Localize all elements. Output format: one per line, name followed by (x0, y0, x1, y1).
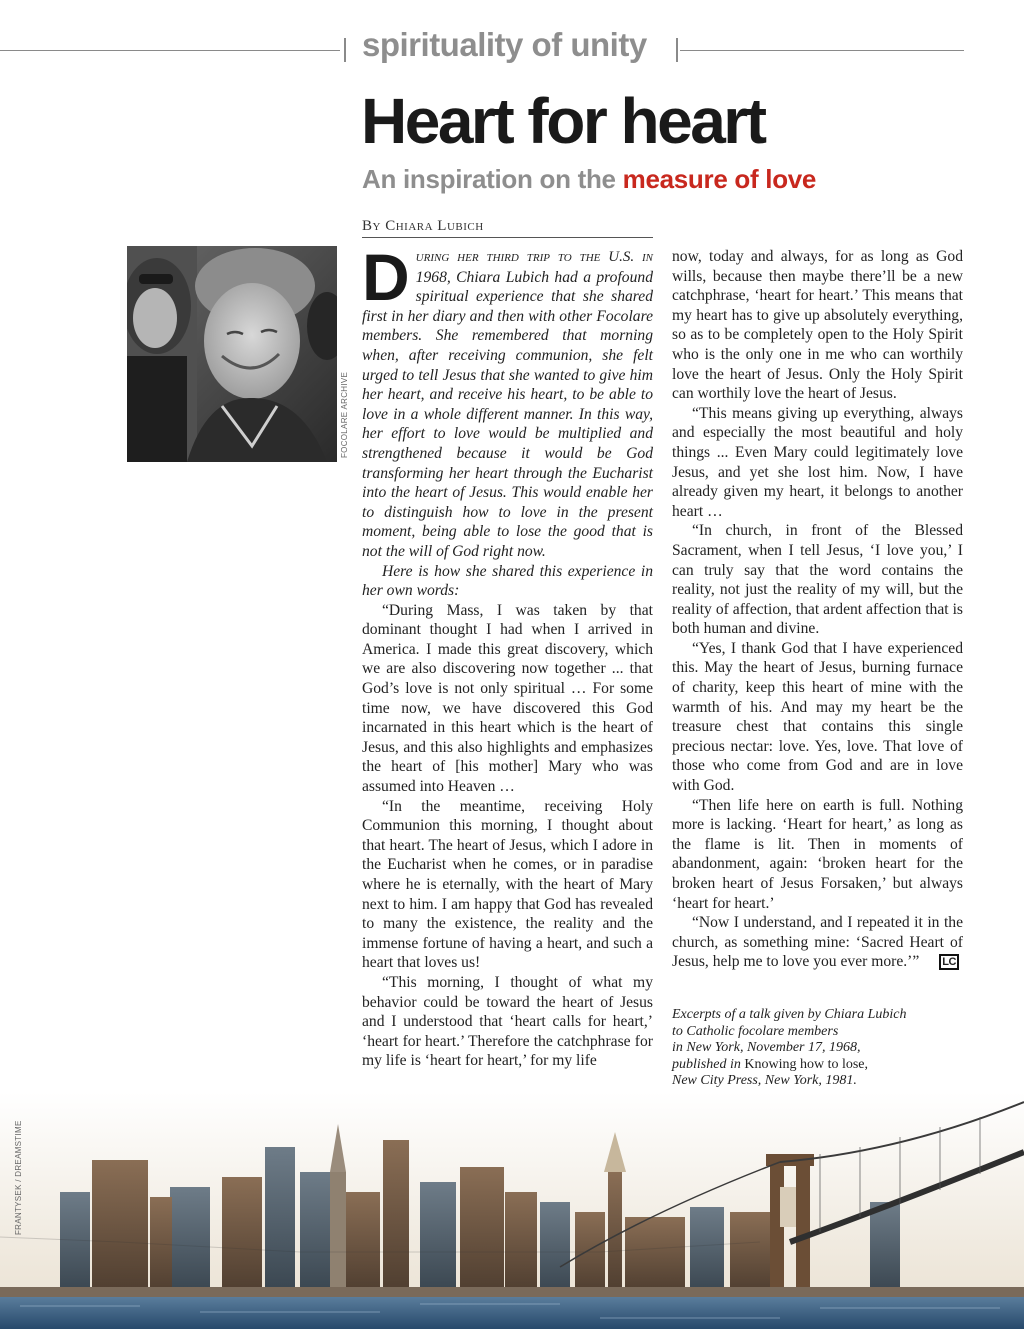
body-paragraph: “During Mass, I was taken by that dominant thought I had when I arrived in America. I made this great discovery, which we are also discovering now together ... that God’s love is not only spiritual … For some time now, we have discovered this God incarnated in this heart which is the heart of Jesus, and this also highlights and emphasizes the heart of [his mother] Mary who was assumed into Heaven … (362, 601, 653, 796)
body-paragraph: “Then life here on earth is full. Nothing more is lacking. ‘Heart for heart,’ as long as the flame is lit. Then in moments of abandonment, again: ‘broken heart for the broken heart of Jesus Forsaken,’ but always ‘heart for heart.’ (672, 796, 963, 912)
body-paragraph: now, today and always, for as long as God wills, because then maybe there’ll be a new catchphrase, ‘heart for heart.’ This means that my heart has to give up absolutely everything, so as to be completely open to the Holy Spirit who is the only one in me who can worthily love the heart of Jesus. Only the Holy Spirit can worthily love the heart of Jesus. (672, 248, 963, 403)
body-paragraph: “In the meantime, receiving Holy Communion this morning, I thought about that heart. The heart of Jesus, which I adore in the Eucharist when he comes, or in paradise where he is eternally, with the heart of Mary next to him. I am happy that God has revealed to many the existence, the reality and the immense fortune of having a heart, and such a heart that loves us! (362, 797, 653, 972)
article-title: Heart for heart (361, 85, 765, 157)
skyline-graphic (0, 1092, 1024, 1329)
photo-credit: FOCOLARE ARCHIVE (340, 371, 349, 458)
end-mark-logo: LC (939, 954, 959, 970)
skyline-photo (0, 1092, 1024, 1329)
portrait-photo-graphic (127, 246, 337, 462)
article-column-1 (362, 240, 653, 1071)
intro-smallcaps: uring her third trip to the U.S. in (415, 249, 653, 265)
header-rule-left (0, 50, 340, 51)
subtitle-part1: An inspiration on the (362, 164, 623, 194)
body-paragraph: “This morning, I thought of what my behavior could be toward the heart of Jesus and I understood that ‘heart calls for heart,’ ‘heart for heart.’ Therefore the catchphrase for my life is ‘heart for heart,’ for my life (362, 973, 653, 1070)
article-column-2 (672, 247, 963, 972)
article-subtitle (362, 164, 816, 195)
byline-prefix: By (362, 218, 386, 234)
source-line: New City Press, New York, 1981. (672, 1073, 857, 1088)
final-text: “Now I understand, and I repeated it in the church, as something mine: ‘Sacred Heart of Jesus, help me to love you ever more.’” (672, 914, 963, 971)
header-tick-right (676, 38, 678, 62)
byline-author: Chiara Lubich (385, 218, 484, 234)
body-paragraph: “In church, in front of the Blessed Sacrament, when I tell Jesus, ‘I love you,’ I can truly say that the word contains the reality, not just the reality of my will, but the reality of affection, that ardent affection that is both human and divine. (672, 522, 963, 638)
subtitle-highlight: measure of love (622, 164, 817, 194)
source-book-title: Knowing how to lose, (740, 1056, 869, 1072)
source-line: in New York, November 17, 1968, (672, 1040, 861, 1055)
drop-cap: D (362, 240, 410, 314)
body-paragraph-final (672, 913, 963, 972)
header-tick-left (344, 38, 346, 62)
intro-paragraph-2: Here is how she shared this experience in her own words: (362, 562, 653, 600)
source-note (672, 1007, 963, 1090)
intro-paragraph (362, 240, 653, 562)
body-paragraph: “This means giving up everything, always and especially the most beautiful and holy things ... Even Mary could legitimately love Jesus, and yet she lost him. Now, I have already given my heart, it belongs to another heart … (672, 404, 963, 520)
intro-text: 1968, Chiara Lubich had a profound spiritual experience that she shared first in her diary and then with other Focolare members. She remembered that morning when, after receiving communion, she felt urged to tell Jesus that she wanted to give him her heart, and receive his heart, to be able to love in a whole different manner. In this way, her effort to love would be multiplied and strengthened because it would be God transforming her heart through the Eucharist into the heart of Jesus. This would enable her to distinguish how to love in the present moment, being able to lose the good that is not the will of God right now. (362, 268, 653, 560)
skyline-credit: FRANTYSEK / DREAMSTIME (14, 1120, 23, 1235)
section-label: spirituality of unity (362, 26, 647, 63)
source-published-in: published in (672, 1056, 741, 1072)
source-line (672, 1057, 963, 1074)
source-line: to Catholic focolare members (672, 1023, 839, 1039)
body-paragraph: “Yes, I thank God that I have experienced this. May the heart of Jesus, burning furnace of charity, keep this heart of mine with the warmth of his. And may my heart be the treasure chest that contains this single precious nectar: love. Yes, love. That love of those who come from God and are in love with God. (672, 639, 963, 795)
source-line: Excerpts of a talk given by Chiara Lubich (672, 1007, 907, 1022)
portrait-photo (127, 246, 337, 462)
byline-rule (362, 237, 653, 238)
header-rule-right (680, 50, 964, 51)
byline (362, 218, 484, 235)
